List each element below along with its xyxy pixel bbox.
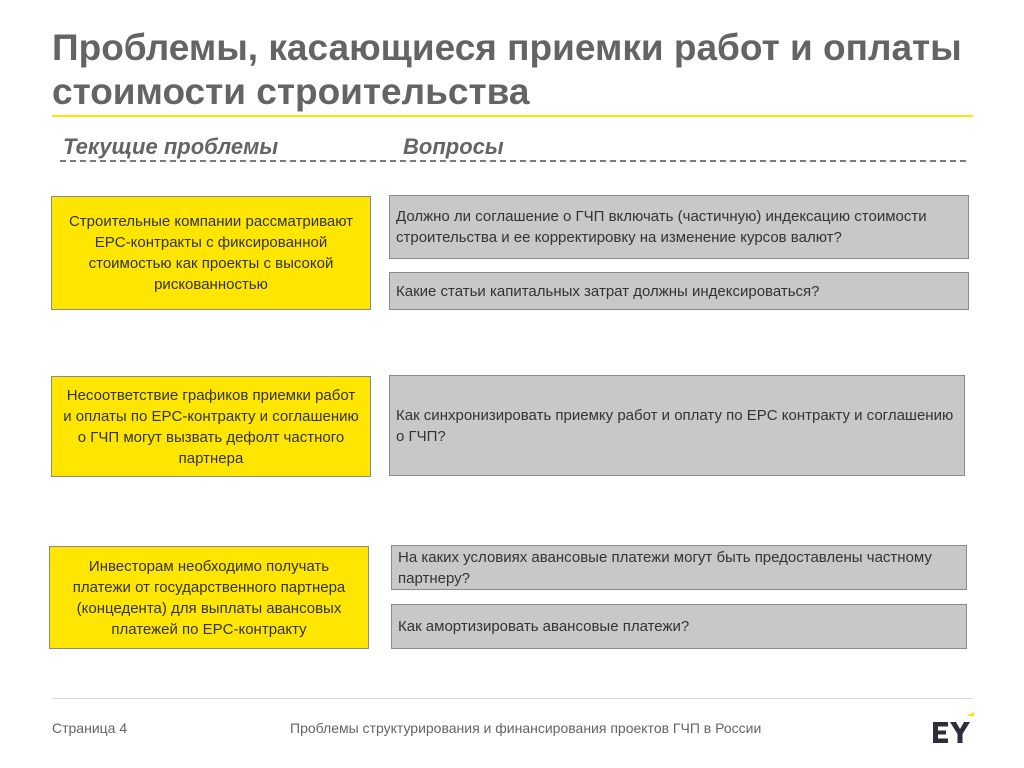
heading-questions: Вопросы xyxy=(403,134,504,159)
problem-text-2: Несоответствие графиков приемки работ и оплаты по EPC-контракту и соглашению о ГЧП могут вызвать дефолт частного партнера xyxy=(63,386,359,467)
question-text-2-1: Как синхронизировать приемку работ и оплату по EPC контракту и соглашению о ГЧП? xyxy=(396,406,954,445)
problem-text-1: Строительные компании рассматривают EPC-контракты с фиксированной стоимостью как проекты с высокой рискованностью xyxy=(68,213,354,293)
ey-logo-e-bottom xyxy=(933,739,948,744)
problem-box-3 xyxy=(49,546,369,649)
problem-box-1 xyxy=(51,196,371,310)
footer-caption: Проблемы структурирования и финансирования проектов ГЧП в России xyxy=(290,720,762,736)
title-underline xyxy=(52,115,973,117)
footer-divider xyxy=(52,698,973,699)
question-text-1-2: Какие статьи капитальных затрат должны индексироваться? xyxy=(396,282,820,300)
ey-logo xyxy=(930,712,974,746)
heading-current-problems: Текущие проблемы xyxy=(63,134,279,159)
problem-text-3: Инвесторам необходимо получать платежи от государственного партнера (концедента) для выплаты авансовых платежей по EPC-контракту xyxy=(72,557,346,638)
question-text-3-1: На каких условиях авансовые платежи могут быть предоставлены частному партнеру? xyxy=(398,548,932,587)
question-box-2-1 xyxy=(389,375,965,476)
problem-box-2 xyxy=(51,376,371,477)
ey-logo-y xyxy=(950,722,970,743)
ey-logo-e-top xyxy=(933,722,948,727)
slide-title: Проблемы, касающиеся приемки работ и оплаты стоимости строительства xyxy=(52,27,962,112)
footer-page-number: Страница 4 xyxy=(52,720,128,736)
question-box-3-1 xyxy=(391,545,967,590)
question-box-3-2 xyxy=(391,604,967,649)
question-box-1-1 xyxy=(389,195,969,259)
heading-dashed-divider xyxy=(60,160,966,162)
ey-logo-e-mid xyxy=(933,731,946,735)
question-text-1-1: Должно ли соглашение о ГЧП включать (частичную) индексацию стоимости строительства и ее корректировку на изменение курсов валют? xyxy=(396,208,927,246)
question-box-1-2 xyxy=(389,272,969,310)
question-text-3-2: Как амортизировать авансовые платежи? xyxy=(398,618,690,635)
ey-logo-beam xyxy=(966,712,974,716)
